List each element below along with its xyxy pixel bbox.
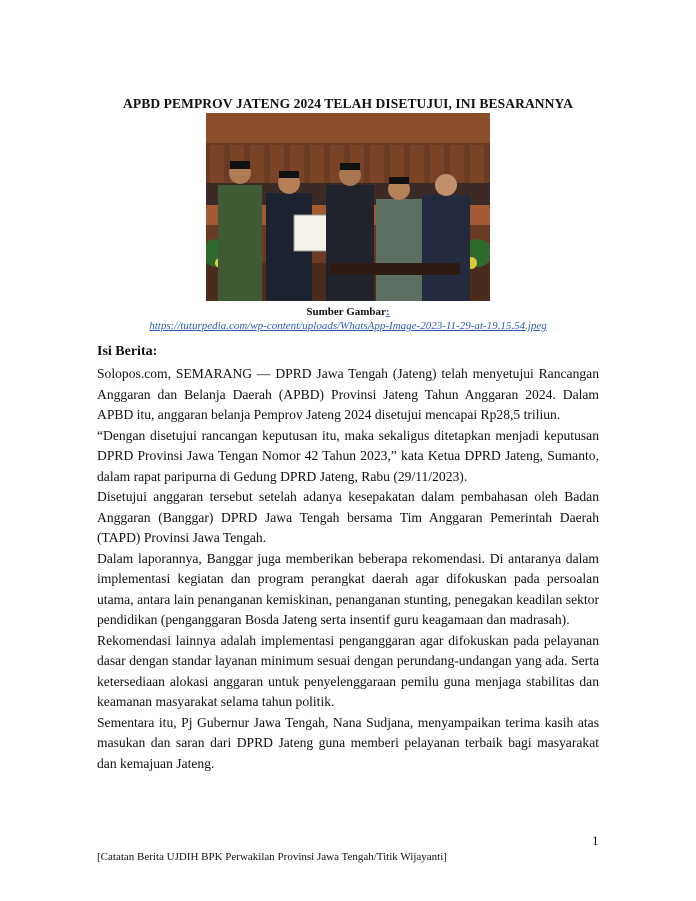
section-heading: Isi Berita: [97, 344, 158, 359]
photo-illustration [206, 113, 490, 301]
paragraph: Rekomendasi lainnya adalah implementasi penganggaran agar difokuskan pada pelayanan dasar dengan standar layanan minimum sesuai dengan perundang-undangan yang ada. Serta ketersediaan alokasi anggaran untuk penyelenggaraan pemilu guna menjaga stabilitas dan keamanan masyarakat selama tahun politik. [97, 632, 599, 709]
document-title: APBD PEMPROV JATENG 2024 TELAH DISETUJUI, INI BESARANNYA [123, 96, 573, 111]
page-footer: [Catatan Berita UJDIH BPK Perwakilan Provinsi Jawa Tengah/Titik Wijayanti] [97, 851, 447, 863]
article-body [97, 364, 599, 774]
caption-colon: : [385, 306, 390, 318]
image-source-link[interactable]: https://tuturpedia.com/wp-content/uploads/WhatsApp-Image-2023-11-29-at-19.15.54.jpeg [149, 320, 547, 332]
paragraph: “Dengan disetujui rancangan keputusan itu, maka sekaligus ditetapkan menjadi keputusan DPRD Provinsi Jawa Tengan Nomor 42 Tahun 2023,” kata Ketua DPRD Jateng, Sumanto, dalam rapat paripurna di Gedung DPRD Jateng, Rabu (29/11/2023). [97, 427, 599, 484]
paragraph: Disetujui anggaran tersebut setelah adanya kesepakatan dalam pembahasan oleh Badan Anggaran (Banggar) DPRD Jawa Tengah bersama Tim Anggaran Pemerintah Daerah (TAPD) Provinsi Jawa Tengah. [97, 489, 599, 545]
caption-label-text: Sumber Gambar [306, 306, 386, 318]
paragraph: Sementara itu, Pj Gubernur Jawa Tengah, Nana Sudjana, menyampaikan terima kasih atas masukan dan saran dari DPRD Jateng guna memberi pelayanan terbaik bagi masyarakat dan kemajuan Jateng. [97, 714, 599, 771]
paragraph: Dalam laporannya, Banggar juga memberikan beberapa rekomendasi. Di antaranya dalam implementasi kegiatan dan program perangkat daerah agar difokuskan pada persoalan utama, antara lain penanganan kemiskinan, penanganan stunting, penegakan keadilan sektor pendidikan (penganggaran Bosda Jateng serta insentif guru keagamaan dan madrasah). [97, 550, 599, 627]
image-caption-label [0, 306, 696, 318]
paragraph: Solopos.com, SEMARANG — DPRD Jawa Tengah (Jateng) telah menyetujui Rancangan Anggaran dan Belanja Daerah (APBD) Provinsi Jateng Tahun Anggaran 2024. Dalam APBD itu, anggaran belanja Pemprov Jateng 2024 disetujui mencapai Rp28,5 triliun. [97, 366, 599, 422]
news-photo [206, 113, 490, 301]
page-number: 1 [592, 833, 599, 848]
